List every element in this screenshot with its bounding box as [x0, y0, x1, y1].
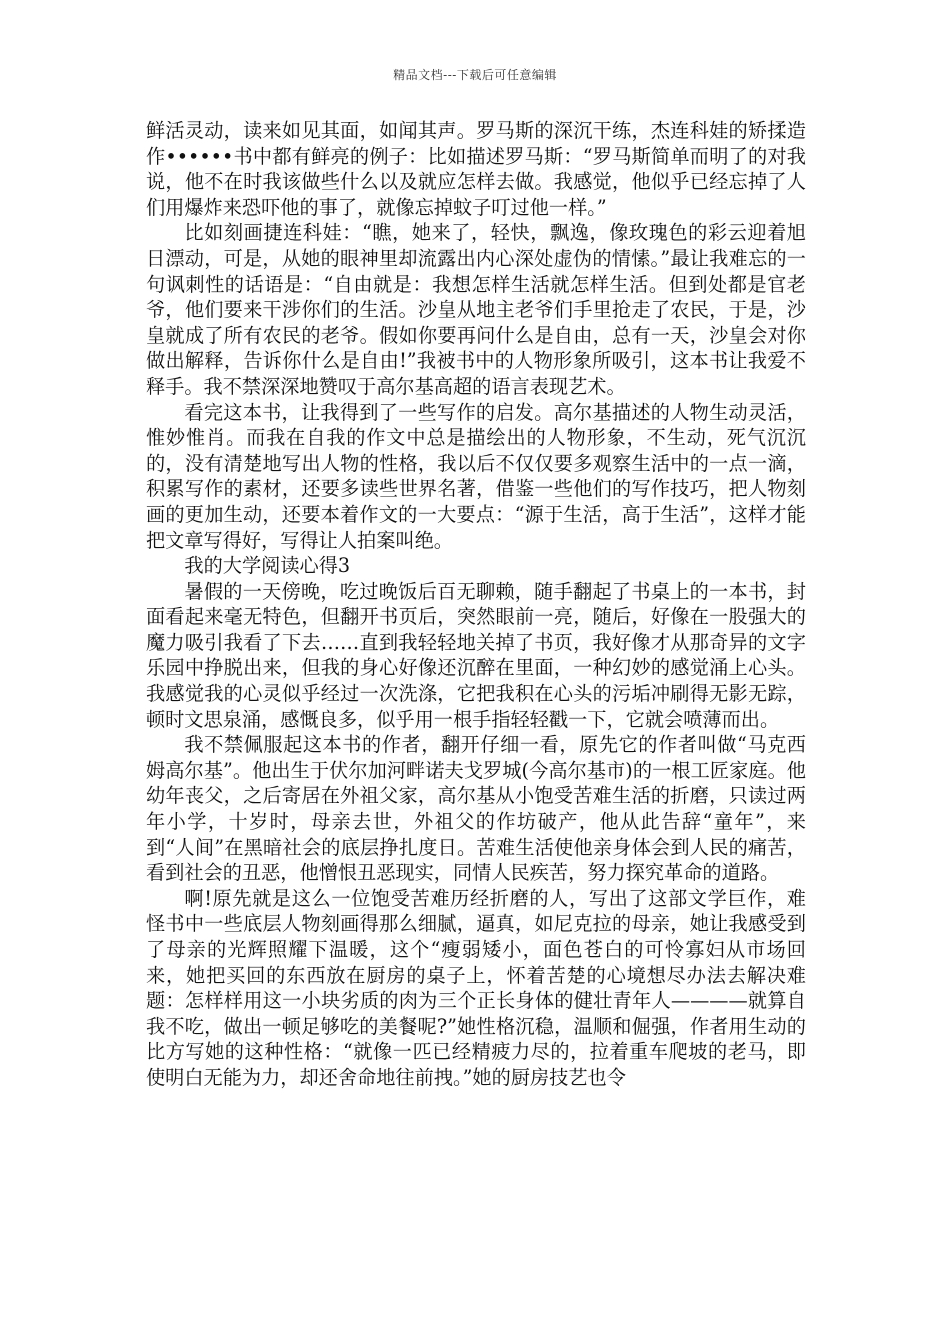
- paragraph: 鲜活灵动，读来如见其面，如闻其声。罗马斯的深沉干练，杰连科娃的矫揉造作••••••书中都有鲜亮的例子：比如描述罗马斯：“罗马斯简单而明了的对我说，他不在时我该做些什么以及就应怎样去做。我感觉，他似乎已经忘掉了人们用爆炸来恐吓他的事了，就像忘掉蚊子叮过他一样。”: [146, 119, 806, 219]
- paragraph: 啊!原先就是这么一位饱受苦难历经折磨的人，写出了这部文学巨作，难怪书中一些底层人物刻画得那么细腻，逼真，如尼克拉的母亲，她让我感受到了母亲的光辉照耀下温暖，这个“瘦弱矮小，面色苍白的可怜寡妇从市场回来，她把买回的东西放在厨房的桌子上，怀着苦楚的心境想尽办法去解决难题：怎样样用这一小块劣质的肉为三个正长身体的健壮青年人————就算自我不吃，做出一顿足够吃的美餐呢?”她性格沉稳，温顺和倔强，作者用生动的比方写她的这种性格：“就像一匹已经精疲力尽的，拉着重车爬坡的老马，即使明白无能为力，却还舍命地往前拽。”她的厨房技艺也令: [146, 886, 806, 1089]
- document-body: [146, 118, 806, 1091]
- section-heading: 我的大学阅读心得3: [184, 554, 351, 578]
- paragraph: 我不禁佩服起这本书的作者，翻开仔细一看，原先它的作者叫做“马克西姆高尔基”。他出生于伏尔加河畔诺夫戈罗城(今高尔基市)的一根工匠家庭。他幼年丧父，之后寄居在外祖父家，高尔基从小饱受苦难生活的折磨，只读过两年小学，十岁时，母亲去世，外祖父的作坊破产，他从此告辞“童年”，来到“人间”在黑暗社会的底层挣扎度日。苦难生活使他亲身体会到人民的痛苦，看到社会的丑恶，他憎恨丑恶现实，同情人民疾苦，努力探究革命的道路。: [146, 733, 806, 885]
- paragraph: 暑假的一天傍晚，吃过晚饭后百无聊赖，随手翻起了书桌上的一本书，封面看起来毫无特色，但翻开书页后，突然眼前一亮，随后，好像在一股强大的魔力吸引我看了下去……直到我轻轻地关掉了书页，我好像才从那奇异的文字乐园中挣脱出来，但我的身心好像还沉醉在里面，一种幻妙的感觉涌上心头。我感觉我的心灵似乎经过一次洗涤，它把我积在心头的污垢冲刷得无影无踪，顿时文思泉涌，感慨良多，似乎用一根手指轻轻戳一下，它就会喷薄而出。: [146, 579, 806, 731]
- paragraph: 比如刻画捷连科娃：“瞧，她来了，轻快，飘逸，像玫瑰色的彩云迎着旭日漂动，可是，从她的眼神里却流露出内心深处虚伪的情愫。”最让我难忘的一句讽刺性的话语是：“自由就是：我想怎样生活就怎样生活。但到处都是官老爷，他们要来干涉你们的生活。沙皇从地主老爷们手里抢走了农民，于是，沙皇就成了所有农民的老爷。假如你要再问什么是自由，总有一天，沙皇会对你做出解释，告诉你什么是自由!”我被书中的人物形象所吸引，这本书让我爱不释手。我不禁深深地赞叹于高尔基高超的语言表现艺术。: [146, 221, 806, 398]
- page-header: 精品文档---下载后可任意编辑: [393, 68, 557, 82]
- paragraph: 看完这本书，让我得到了一些写作的启发。高尔基描述的人物生动灵活，惟妙惟肖。而我在自我的作文中总是描绘出的人物形象，不生动，死气沉沉的，没有清楚地写出人物的性格，我以后不仅仅要多观察生活中的一点一滴，积累写作的素材，还要多读些世界名著，借鉴一些他们的写作技巧，把人物刻画的更加生动，还要本着作文的一大要点：“源于生活，高于生活”，这样才能把文章写得好，写得让人拍案叫绝。: [146, 400, 806, 552]
